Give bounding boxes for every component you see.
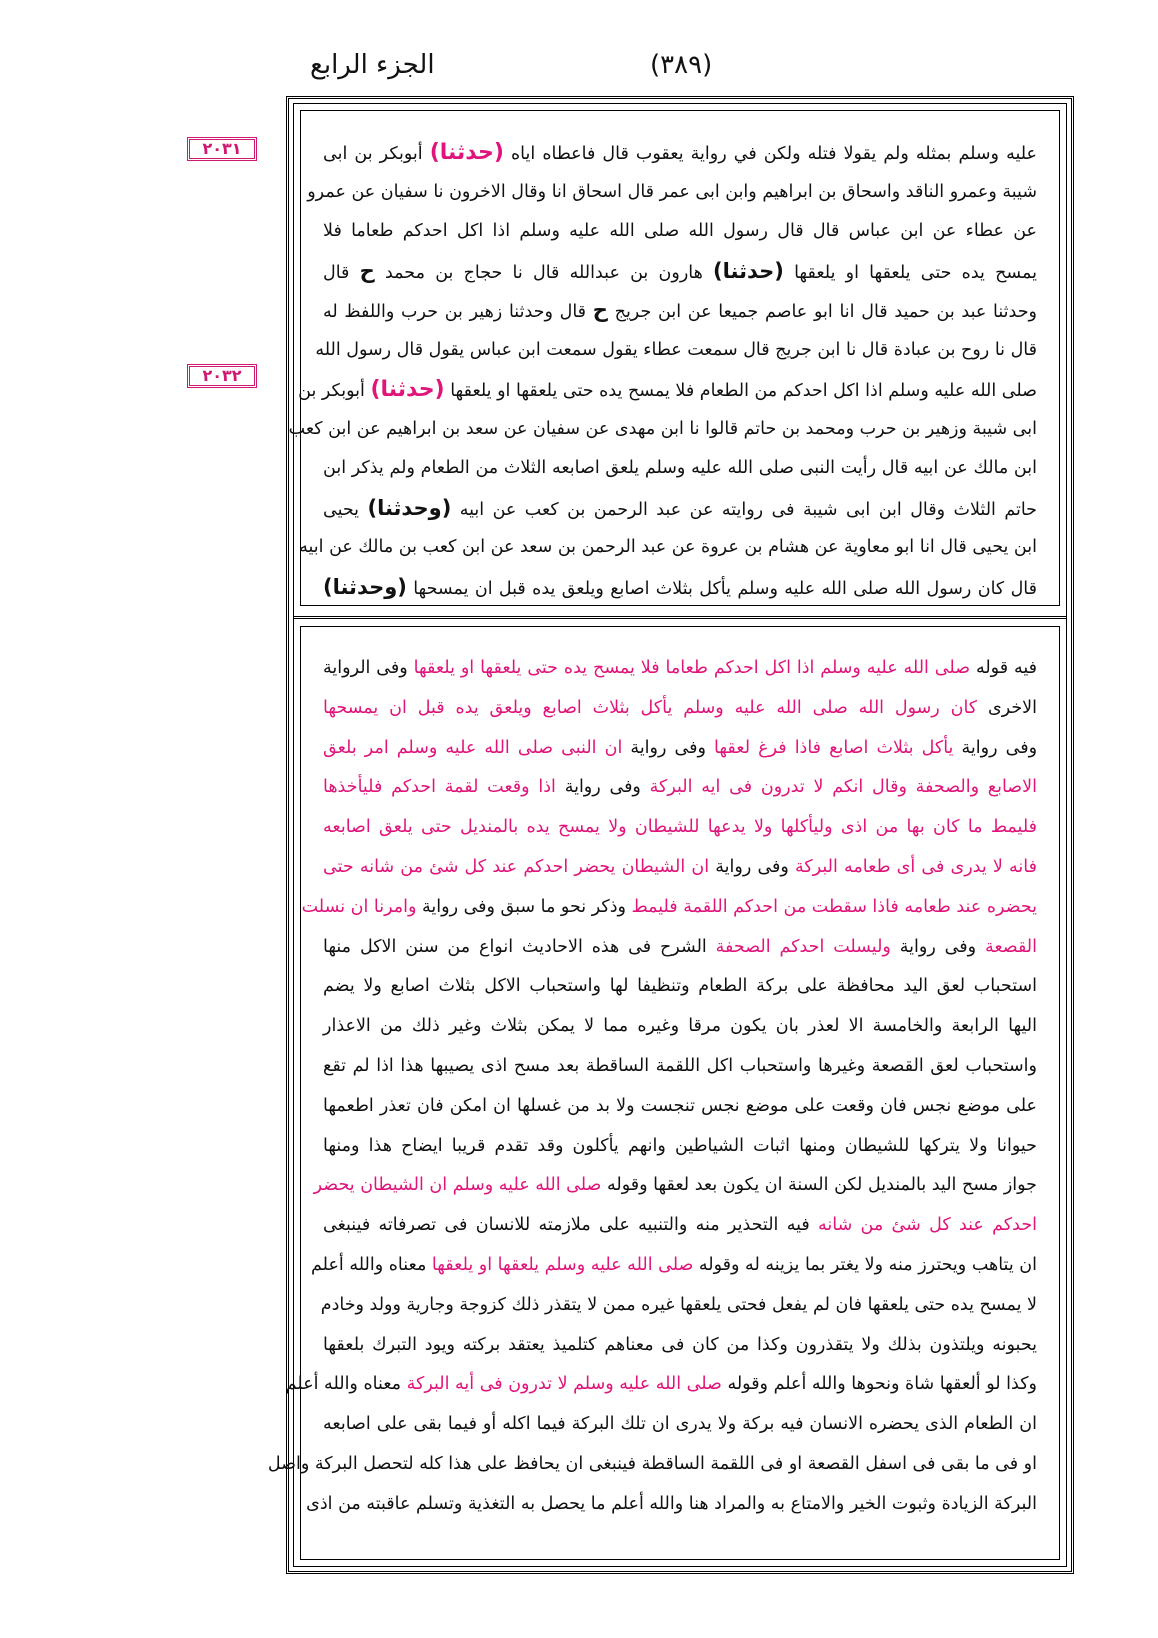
page-frame-inner (267, 103, 1067, 1567)
commentary-line (323, 649, 1037, 689)
quoted-hadith-text: وامرنا ان نسلت (301, 896, 417, 917)
hadith-line (323, 212, 1037, 252)
hadith-line (315, 331, 1037, 371)
text-segment: قال كان رسول الله صلى الله عليه وسلم يأكل بثلاث اصابع ويلعق يده قبل ان يمسحها (406, 578, 1037, 599)
text-segment: يحيى (323, 499, 368, 520)
hadith-text-box (288, 110, 1060, 606)
commentary-line (323, 1405, 1037, 1445)
commentary-line (285, 1365, 1037, 1405)
text-segment: يحبونه ويلتذون بذلك ولا يتقذرون وكذا من كان فى معناهم كتلميذ يعتقد بركته ويود التبرك بلعقها (323, 1334, 1037, 1355)
hadith-line (323, 291, 1037, 331)
commentary-line (267, 1445, 1037, 1485)
text-segment: او فى ما بقى فى اسفل القصعة او فى اللقمة الساقطة فينبغى ان يحافظ على هذا كله لتحصل البركة واصل (267, 1453, 1037, 1474)
text-segment: ان الطعام الذى يحضره الانسان فيه بركة ولا يدرى ان تلك البركة فيما اكله أو فيما بقى على اصابعه (323, 1414, 1037, 1435)
section-divider (294, 616, 1066, 619)
commentary-line (301, 888, 1037, 928)
hadith-line (323, 133, 1037, 173)
part-title: الجزء الرابع (310, 50, 435, 80)
text-segment: لا يمسح يده حتى يلعقها فان لم يفعل فحتى يلعقها غيره ممن لا يتقذر ذلك كزوجة وجارية وولد وخادم (320, 1294, 1037, 1315)
text-segment: حاتم الثلاث وقال ابن ابى شيبة فى روايته عن عبد الرحمن بن كعب عن ابيه (451, 499, 1037, 520)
text-segment: هارون بن عبدالله قال نا حجاج بن محمد (374, 262, 714, 283)
hadith-line (323, 252, 1037, 292)
text-segment: على موضع نجس فان وقعت على موضع نجس تنجست ولا بد من غسلها ان امكن فان تعذر اطعمها (323, 1095, 1037, 1116)
narration-keyword: (وحدثنا) (367, 495, 452, 520)
text-segment: وكذا لو ألعقها شاة ونحوها والله أعلم وقوله (721, 1374, 1037, 1395)
text-segment: حيوانا ولا يتركها للشيطان ومنها اثبات الشياطين وانهم يأكلون وقد تقدم قريبا ايضاح هذا ومنها (323, 1135, 1037, 1156)
commentary-line (323, 1047, 1037, 1087)
text-segment: وفى رواية (555, 777, 650, 798)
page-number: (٣٨٩) (650, 50, 713, 80)
text-segment: الاخرى (977, 697, 1038, 718)
narration-keyword: ح (359, 258, 375, 283)
text-segment: وفى رواية (953, 737, 1038, 758)
text-segment: ابى شيبة وزهير بن حرب ومحمد بن حاتم قالوا نا ابن مهدى عن سفيان عن سعد بن ابراهيم عن ابن كعب (288, 418, 1037, 439)
narration-keyword: (حدثنا) (429, 140, 504, 165)
commentary-line (323, 808, 1037, 848)
quoted-hadith-text: وليسلت احدكم الصحفة (715, 936, 891, 957)
quoted-hadith-text: صلى الله عليه وسلم يلعقها او يلعقها (431, 1254, 694, 1275)
commentary-line (323, 928, 1037, 968)
text-segment: وفى رواية (622, 737, 715, 758)
quoted-hadith-text: صلى الله عليه وسلم لا تدرون فى أيه البركة (406, 1374, 722, 1395)
quoted-hadith-text: يأكل بثلاث اصابع فاذا فرغ لعقها (714, 737, 954, 758)
text-segment: وفى رواية (890, 936, 985, 957)
text-segment: وفى رواية (709, 856, 796, 877)
commentary-line (323, 848, 1037, 888)
text-segment: أبوبكر بن ابى (323, 144, 430, 164)
text-segment: معناه والله أعلم (285, 1374, 407, 1395)
commentary-line (311, 1246, 1037, 1286)
hadith-line (299, 528, 1037, 568)
text-segment: ابن يحيى قال انا ابو معاوية عن هشام بن عروة عن عبد الرحمن بن سعد عن ابن كعب بن مالك عن ابيه (299, 537, 1037, 557)
commentary-line (323, 768, 1037, 808)
quoted-hadith-text: صلى الله عليه وسلم اذا اكل احدكم طعاما فلا يمسح يده حتى يلعقها او يلعقها (413, 658, 971, 678)
text-segment: صلى الله عليه وسلم اذا اكل احدكم من الطعام فلا يمسح يده حتى يلعقها او يلعقها (444, 381, 1037, 401)
text-segment: البركة الزيادة وثبوت الخير والامتاع به والمراد هنا والله أعلم ما يحصل به التغذية وتسلم عاقبته من اذى (306, 1493, 1037, 1514)
text-segment: وذكر نحو ما سبق وفى رواية (416, 896, 632, 917)
text-segment: الشرح فى هذه الاحاديث انواع من سنن الاكل منها (323, 936, 716, 957)
text-segment: واستحباب لعق القصعة وغيرها واستحباب اكل اللقمة الساقطة بعد مسح اذى يصيبها هذا اذا لم تقع (323, 1055, 1037, 1076)
text-segment: وحدثنا عبد بن حميد قال انا ابو عاصم جميعا عن ابن جريج (607, 302, 1037, 322)
text-segment: قال (323, 262, 360, 283)
quoted-hadith-text: يحضره عند طعامه فاذا سقطت من احدكم اللقمة فليمط (631, 896, 1037, 917)
text-segment: ان يتاهب ويحترز منه ولا يغتر بما يزينه له وقوله (693, 1254, 1037, 1275)
narration-keyword: (حدثنا) (370, 377, 445, 402)
hadith-line (323, 489, 1037, 529)
quoted-hadith-text: فليمط ما كان بها من اذى وليأكلها ولا يدعها للشيطان ولا يمسح يده بالمنديل حتى يلعق اصابعه (323, 817, 1037, 838)
text-segment: ابن مالك عن ابيه قال رأيت النبى صلى الله عليه وسلم يلعق اصابعه الثلاث من الطعام ولم يذكر ابن (323, 458, 1037, 478)
quoted-hadith-text: كان رسول الله صلى الله عليه وسلم يأكل بثلاث اصابع ويلعق يده قبل ان يمسحها (323, 697, 978, 718)
commentary-line (323, 689, 1037, 729)
commentary-line (320, 1286, 1037, 1326)
quoted-hadith-text: ان النبى صلى الله عليه وسلم امر بلعق (323, 737, 623, 758)
quoted-hadith-text: فانه لا يدرى فى أى طعامه البركة (795, 856, 1038, 877)
hadith-line (298, 370, 1037, 410)
commentary-line (323, 1127, 1037, 1167)
commentary-line (323, 1206, 1037, 1246)
hadith-line (288, 410, 1037, 450)
text-segment: فيه التحذير منه والتنبيه على ملازمته للانسان فى تصرفاته فينبغى (323, 1215, 819, 1236)
narration-keyword: (وحدثنا) (323, 574, 407, 599)
hadith-number-box: ٢٠٣٢ (187, 364, 257, 388)
commentary-line (323, 1326, 1037, 1366)
text-segment: عليه وسلم بمثله ولم يقولا فتله ولكن في رواية يعقوب قال فاعطاه اياه (503, 144, 1037, 164)
narration-keyword: ح (592, 298, 608, 322)
text-segment: قال وحدثنا زهير بن حرب واللفظ له (323, 302, 593, 322)
commentary-line (323, 1007, 1037, 1047)
page-frame (267, 96, 1074, 1574)
narration-keyword: (حدثنا) (713, 258, 784, 283)
text-segment: معناه والله أعلم (311, 1254, 432, 1275)
text-segment: قال نا روح بن عبادة قال نا ابن جريج قال سمعت عطاء يقول سمعت ابن عباس يقول قال رسول الله (315, 339, 1037, 360)
quoted-hadith-text: الاصابع والصحفة وقال انكم لا تدرون فى ايه البركة (649, 777, 1038, 798)
quoted-hadith-text: صلى الله عليه وسلم ان الشيطان يحضر (313, 1175, 602, 1196)
text-segment: فيه قوله (970, 658, 1038, 678)
text-segment: يمسح يده حتى يلعقها او يلعقها (783, 262, 1037, 283)
hadith-line (307, 173, 1037, 213)
text-segment: اليها الرابعة والخامسة الا لعذر بان يكون مرقا وغيره مما لا يمكن بثلاث وغير ذلك من الاعذار (323, 1016, 1037, 1037)
text-segment: استحباب لعق اليد محافظة على بركة الطعام وتنظيفا لها واستحباب الاكل بثلاث اصابع ولا يضم (323, 976, 1037, 997)
text-segment: أبوبكر بن (298, 381, 371, 401)
text-segment: عن عطاء عن ابن عباس قال قال رسول الله صلى الله عليه وسلم اذا اكل احدكم طعاما فلا (323, 221, 1037, 241)
quoted-hadith-text: ان الشيطان يحضر احدكم عند كل شئ من شانه حتى (323, 856, 710, 877)
text-segment: وفى الرواية (323, 658, 414, 678)
commentary-line (323, 1087, 1037, 1127)
text-segment: جواز مسح اليد بالمنديل لكن السنة ان يكون بعد لعقها وقوله (601, 1175, 1037, 1196)
quoted-hadith-text: اذا وقعت لقمة احدكم فليأخذها (323, 777, 556, 798)
commentary-line (323, 729, 1037, 769)
commentary-text-box (267, 626, 1060, 1560)
text-segment: شيبة وعمرو الناقد واسحاق بن ابراهيم وابن ابى عمر قال اسحاق انا وقال الاخرون نا سفيان عن عمرو (307, 181, 1037, 202)
commentary-line (323, 967, 1037, 1007)
commentary-line (306, 1485, 1037, 1525)
hadith-line (323, 449, 1037, 489)
commentary-line (313, 1166, 1037, 1206)
quoted-hadith-text: احدكم عند كل شئ من شانه (818, 1215, 1037, 1236)
hadith-line (323, 568, 1037, 608)
quoted-hadith-text: القصعة (984, 936, 1038, 957)
hadith-number-box: ٢٠٣١ (187, 137, 257, 161)
